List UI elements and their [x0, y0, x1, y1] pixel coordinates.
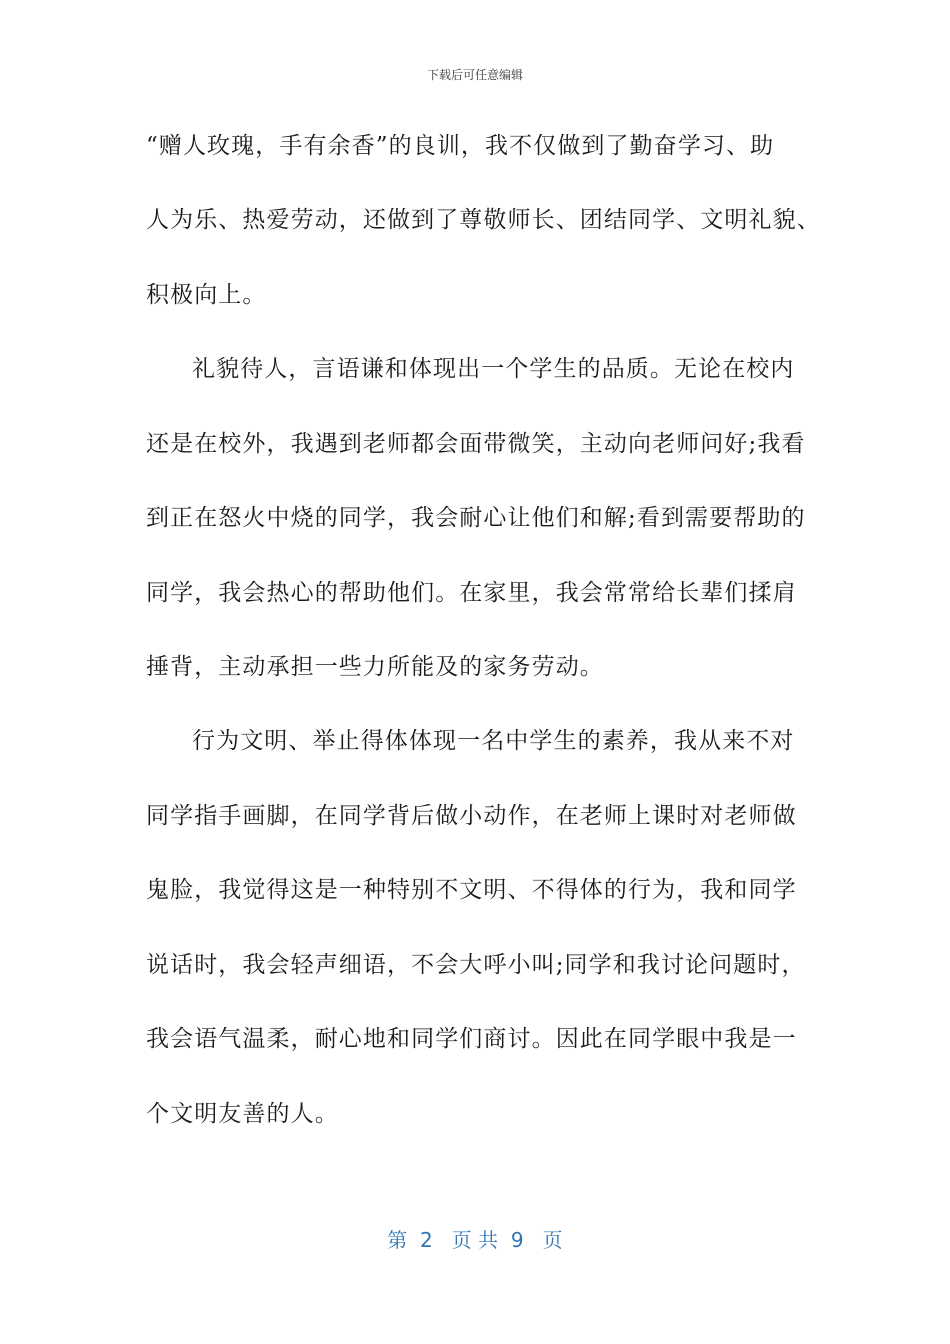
body-line: 我会语气温柔，耐心地和同学们商讨。因此在同学眼中我是一 [146, 1026, 797, 1052]
body-line: 同学，我会热心的帮助他们。在家里，我会常常给长辈们揉肩 [146, 580, 797, 606]
paragraph-first-line: 行为文明、举止得体体现一名中学生的素养，我从来不对 [192, 728, 795, 754]
page-header-note: 下载后可任意编辑 [426, 68, 523, 82]
body-line: 个文明友善的人。 [146, 1101, 339, 1127]
body-line: 积极向上。 [146, 282, 267, 308]
body-line: 鬼脸，我觉得这是一种特别不文明、不得体的行为，我和同学 [146, 877, 797, 903]
body-line: 还是在校外，我遇到老师都会面带微笑，主动向老师问好;我看 [146, 431, 806, 457]
body-line: 说话时，我会轻声细语，不会大呼小叫;同学和我讨论问题时， [146, 952, 806, 978]
body-line: “赠人玫瑰，手有余香”的良训，我不仅做到了勤奋学习、助 [146, 133, 775, 159]
paragraph-first-line: 礼貌待人，言语谦和体现出一个学生的品质。无论在校内 [192, 356, 795, 382]
body-line: 捶背，主动承担一些力所能及的家务劳动。 [146, 654, 604, 680]
body-line: 人为乐、热爱劳动，还做到了尊敬师长、团结同学、文明礼貌、 [146, 207, 821, 233]
body-line: 到正在怒火中烧的同学，我会耐心让他们和解;看到需要帮助的 [146, 505, 806, 531]
page-number-footer: 第 2 页 共 9 页 [387, 1228, 563, 1252]
body-line: 同学指手画脚，在同学背后做小动作，在老师上课时对老师做 [146, 803, 797, 829]
